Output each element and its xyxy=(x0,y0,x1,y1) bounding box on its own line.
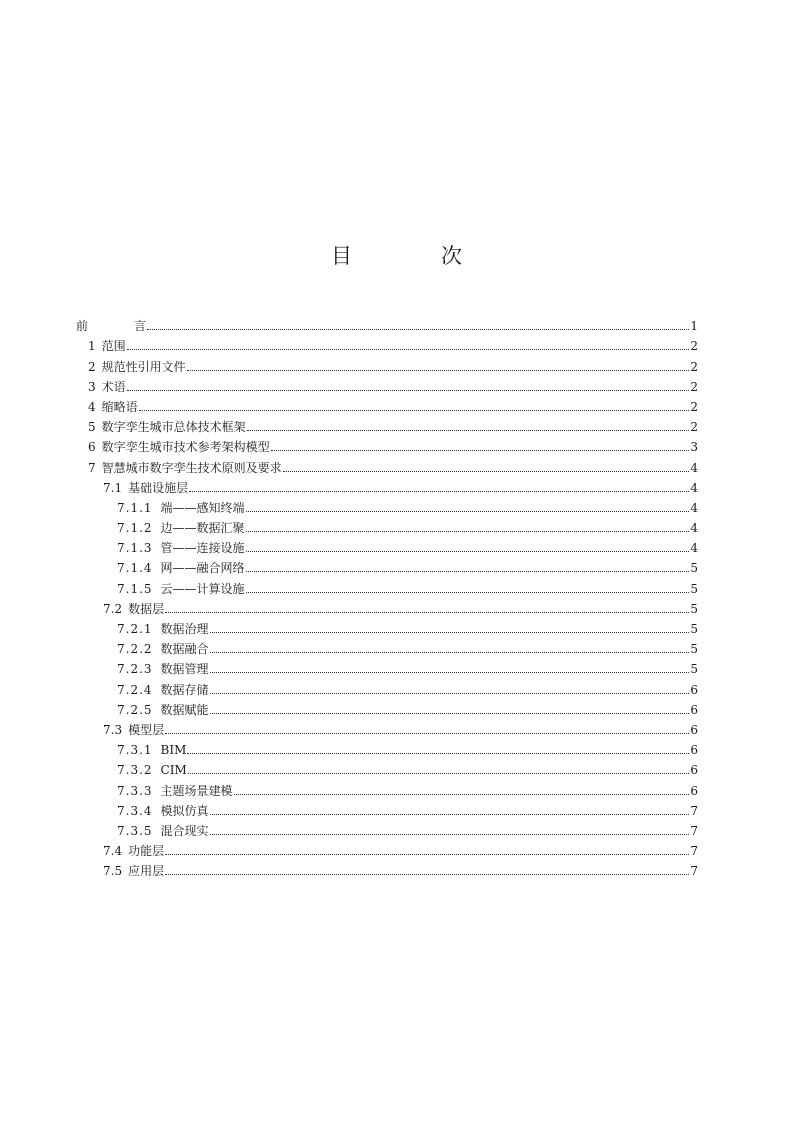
toc-entry[interactable] xyxy=(76,777,698,797)
toc-entry-text: 智慧城市数字孪生技术原则及要求 xyxy=(101,460,282,475)
toc-dot-leader xyxy=(165,874,689,875)
toc-entry-label xyxy=(117,582,245,596)
toc-dot-leader xyxy=(127,349,690,350)
toc-page-number: 6 xyxy=(690,783,698,798)
toc-entry[interactable] xyxy=(76,697,698,717)
toc-entry-text: 网——融合网络 xyxy=(160,561,245,576)
toc-page-number: 4 xyxy=(690,480,698,495)
toc-page-number: 2 xyxy=(690,339,698,354)
toc-page-number: 2 xyxy=(690,399,698,414)
toc-entry-text: 数据赋能 xyxy=(160,702,209,717)
toc-entry-number: 7.2.5 xyxy=(117,702,153,717)
toc-entry-number: 7.1.2 xyxy=(117,521,153,536)
toc-entry-text: CIM xyxy=(160,763,187,778)
toc-dot-leader xyxy=(246,531,690,532)
toc-entry-label xyxy=(117,622,209,636)
toc-entry-number: 2 xyxy=(88,359,96,374)
toc-page-number: 7 xyxy=(690,864,698,879)
toc-entry[interactable] xyxy=(76,434,698,454)
toc-dot-leader xyxy=(246,592,690,593)
toc-entry-text: 应用层 xyxy=(128,864,165,879)
toc-page-number: 5 xyxy=(690,662,698,677)
toc-entry-label xyxy=(103,602,164,616)
toc-entry[interactable] xyxy=(76,757,698,777)
toc-entry-text: 范围 xyxy=(101,339,126,354)
toc-entry-label xyxy=(103,481,188,495)
toc-page-number: 6 xyxy=(690,722,698,737)
toc-entry-text: 数字孪生城市总体技术框架 xyxy=(101,420,246,435)
toc-entry[interactable] xyxy=(76,636,698,656)
toc-page-number: 6 xyxy=(690,682,698,697)
toc-entry-label xyxy=(117,743,186,757)
toc-entry-text: 规范性引用文件 xyxy=(101,359,186,374)
toc-entry-label xyxy=(117,501,245,515)
toc-entry-number: 7.3.4 xyxy=(117,803,153,818)
toc-dot-leader xyxy=(271,450,690,451)
toc-entry-text: 数字孪生城市技术参考架构模型 xyxy=(101,440,270,455)
toc-dot-leader xyxy=(147,329,689,330)
toc-entry-number: 1 xyxy=(88,339,96,354)
toc-page-number: 6 xyxy=(690,702,698,717)
toc-entry[interactable] xyxy=(76,333,698,353)
toc-entry-text: 术语 xyxy=(101,379,126,394)
toc-dot-leader xyxy=(210,672,690,673)
toc-entry-number: 6 xyxy=(88,440,96,455)
toc-page-number: 4 xyxy=(690,521,698,536)
toc-entry-text: 数据治理 xyxy=(160,622,209,636)
toc-entry[interactable] xyxy=(76,535,698,555)
toc-page-number: 4 xyxy=(690,460,698,475)
page-title: 目 次 xyxy=(331,244,496,268)
toc-entry-number: 7.3.1 xyxy=(117,743,153,758)
toc-entry-text: 言 xyxy=(134,319,147,334)
toc-page-number: 7 xyxy=(690,803,698,818)
toc-entry-label xyxy=(88,400,138,414)
toc-entry-number: 7.1 xyxy=(103,480,123,495)
toc-page-number: 7 xyxy=(690,823,698,838)
toc-entry-label xyxy=(88,420,246,434)
toc-entry-text: 边——数据汇聚 xyxy=(160,521,245,536)
toc-entry-label xyxy=(117,662,209,676)
toc-dot-leader xyxy=(165,733,689,734)
toc-entry[interactable] xyxy=(76,414,698,434)
toc-entry-number: 7.1.1 xyxy=(117,500,153,515)
toc-entry-number: 7.3 xyxy=(103,722,123,737)
toc-dot-leader xyxy=(165,854,689,855)
toc-entry-label xyxy=(117,763,187,777)
toc-page-number: 6 xyxy=(690,743,698,758)
toc-entry[interactable] xyxy=(76,858,698,878)
toc-entry[interactable] xyxy=(76,575,698,595)
toc-entry[interactable] xyxy=(76,737,698,757)
toc-page-number: 2 xyxy=(690,359,698,374)
toc-dot-leader xyxy=(246,571,690,572)
toc-page-number: 2 xyxy=(690,379,698,394)
toc-entry-label xyxy=(117,703,209,717)
toc-page-number: 4 xyxy=(690,541,698,556)
toc-entry-number: 4 xyxy=(88,399,96,414)
toc-entry-text: 数据层 xyxy=(128,601,165,616)
toc-dot-leader xyxy=(210,713,690,714)
toc-entry-label xyxy=(88,440,270,454)
toc-entry-label xyxy=(103,723,164,737)
toc-entry[interactable] xyxy=(76,394,698,414)
toc-entry-number: 3 xyxy=(88,379,96,394)
toc-dot-leader xyxy=(127,390,690,391)
toc-entry[interactable] xyxy=(76,676,698,696)
toc-entry-label xyxy=(117,804,209,818)
toc-entry-label xyxy=(117,784,233,798)
toc-dot-leader xyxy=(165,612,689,613)
toc-page-number: 4 xyxy=(690,500,698,515)
toc-entry-number: 5 xyxy=(88,420,96,435)
toc-entry-text: 模拟仿真 xyxy=(160,803,209,818)
toc-page-number: 5 xyxy=(690,601,698,616)
toc-entry[interactable] xyxy=(76,495,698,515)
toc-entry-label xyxy=(117,541,245,555)
toc-page-number: 7 xyxy=(690,844,698,859)
toc-entry-label xyxy=(103,864,164,878)
toc-page-number: 5 xyxy=(690,642,698,657)
toc-entry-number: 7.4 xyxy=(103,844,123,859)
toc-entry-text: 数据存储 xyxy=(160,682,209,697)
toc-entry-label xyxy=(117,824,209,838)
toc-entry-label xyxy=(88,339,126,353)
toc-page-number: 6 xyxy=(690,763,698,778)
toc-entry-label xyxy=(117,521,245,535)
toc-entry[interactable] xyxy=(76,374,698,394)
toc-entry-number: 7.2 xyxy=(103,601,123,616)
toc-dot-leader xyxy=(187,370,690,371)
toc-entry-label xyxy=(88,360,186,374)
toc-dot-leader xyxy=(210,693,690,694)
toc-entry-number: 7.2.3 xyxy=(117,662,153,677)
toc-entry-text: BIM xyxy=(160,743,187,758)
toc-dot-leader xyxy=(283,471,690,472)
table-of-contents xyxy=(76,313,698,878)
toc-entry-label xyxy=(117,561,245,575)
toc-entry-label xyxy=(88,380,126,394)
toc-entry-text: 主题场景建模 xyxy=(160,783,233,798)
toc-entry-number: 7.3.2 xyxy=(117,763,153,778)
toc-entry-text: 数据融合 xyxy=(160,642,209,657)
toc-entry-number: 7.1.4 xyxy=(117,561,153,576)
toc-entry[interactable] xyxy=(76,616,698,636)
toc-dot-leader xyxy=(246,551,690,552)
toc-page-number: 5 xyxy=(690,581,698,596)
toc-entry-number: 7.2.2 xyxy=(117,642,153,657)
toc-entry-number: 7.3.3 xyxy=(117,783,153,798)
toc-dot-leader xyxy=(188,773,690,774)
toc-page-number: 5 xyxy=(690,622,698,636)
toc-entry-number: 7.2.4 xyxy=(117,682,153,697)
toc-dot-leader xyxy=(210,834,690,835)
toc-dot-leader xyxy=(210,632,690,633)
toc-entry[interactable] xyxy=(76,838,698,858)
toc-entry[interactable] xyxy=(76,798,698,818)
toc-page-number: 1 xyxy=(690,319,698,334)
toc-entry-text: 混合现实 xyxy=(160,823,209,838)
toc-dot-leader xyxy=(187,753,689,754)
toc-entry[interactable] xyxy=(76,475,698,495)
toc-entry-number: 7.1.3 xyxy=(117,541,153,556)
toc-entry-text: 缩略语 xyxy=(101,399,138,414)
toc-dot-leader xyxy=(246,511,690,512)
toc-entry-text: 数据管理 xyxy=(160,662,209,677)
toc-entry[interactable] xyxy=(76,454,698,474)
toc-entry[interactable] xyxy=(76,818,698,838)
toc-entry-text: 端——感知终端 xyxy=(160,500,245,515)
toc-entry-label xyxy=(117,642,209,656)
toc-entry-number: 7.2.1 xyxy=(117,622,153,636)
toc-dot-leader xyxy=(210,652,690,653)
toc-entry[interactable] xyxy=(76,596,698,616)
toc-page-number: 5 xyxy=(690,561,698,576)
toc-dot-leader xyxy=(210,814,690,815)
toc-entry-number: 7.5 xyxy=(103,864,123,879)
toc-entry-text: 基础设施层 xyxy=(128,480,189,495)
toc-entry-text: 功能层 xyxy=(128,844,165,859)
toc-entry[interactable] xyxy=(76,515,698,535)
toc-entry-label xyxy=(88,461,282,475)
toc-entry-text: 云——计算设施 xyxy=(160,581,245,596)
toc-entry[interactable] xyxy=(76,353,698,373)
toc-dot-leader xyxy=(139,410,690,411)
toc-page-number: 3 xyxy=(690,440,698,455)
toc-entry-number: 7.3.5 xyxy=(117,823,153,838)
toc-entry[interactable] xyxy=(76,656,698,676)
toc-entry-label xyxy=(103,844,164,858)
toc-dot-leader xyxy=(247,430,690,431)
toc-entry[interactable] xyxy=(76,313,698,333)
toc-page-number: 2 xyxy=(690,420,698,435)
toc-entry-number: 7 xyxy=(88,460,96,475)
toc-dot-leader xyxy=(189,491,689,492)
toc-entry-label xyxy=(117,683,209,697)
toc-entry-number: 7.1.5 xyxy=(117,581,153,596)
toc-entry-text: 模型层 xyxy=(128,722,165,737)
toc-dot-leader xyxy=(234,794,690,795)
toc-entry-text: 管——连接设施 xyxy=(160,541,245,556)
toc-entry[interactable] xyxy=(76,717,698,737)
toc-entry-text: 前 xyxy=(76,319,89,334)
toc-entry[interactable] xyxy=(76,555,698,575)
toc-entry-label xyxy=(76,319,146,333)
